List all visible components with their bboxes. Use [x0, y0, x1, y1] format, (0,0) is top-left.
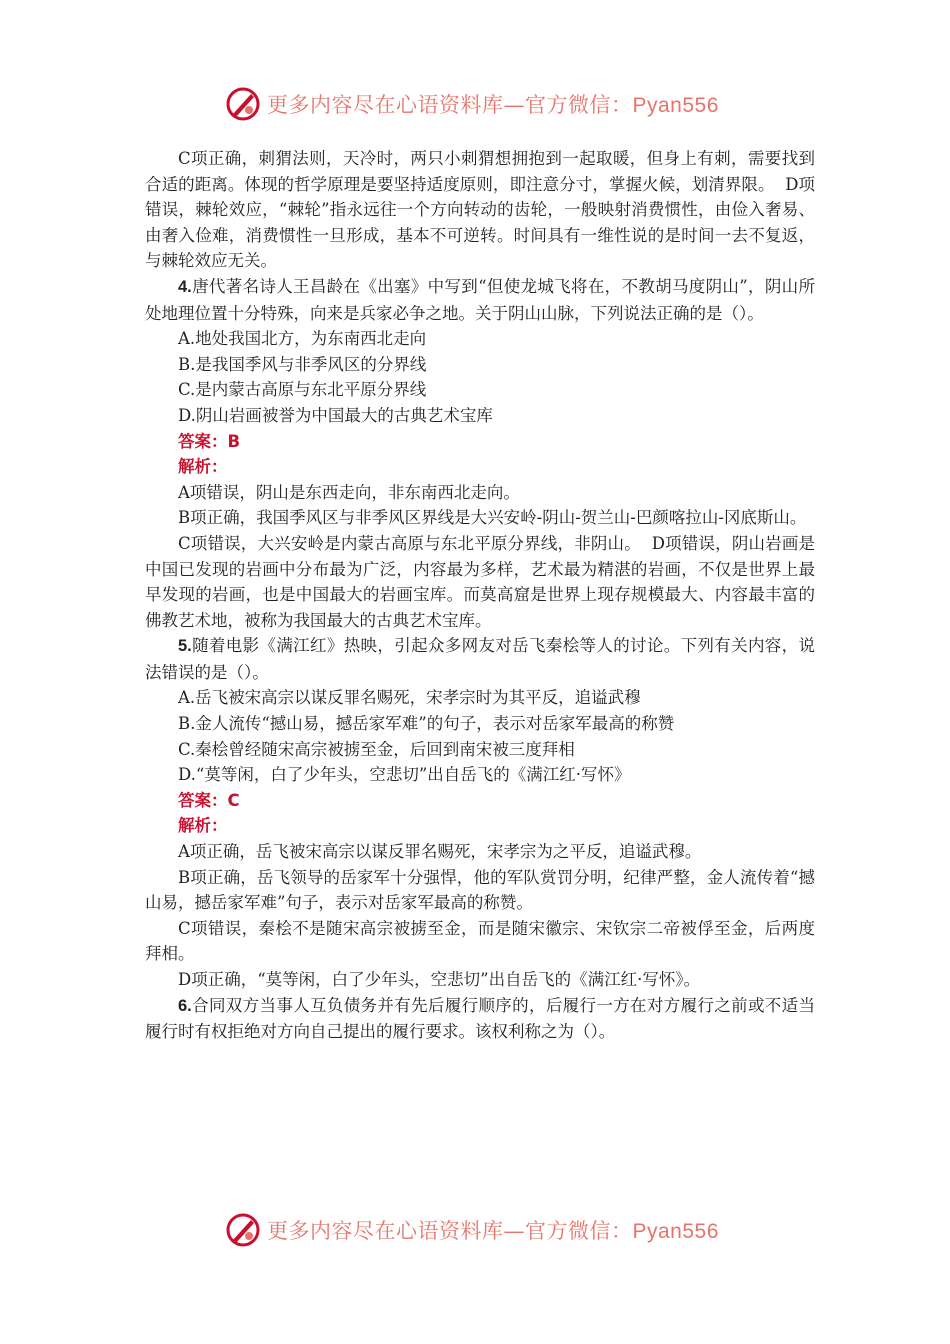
footer-banner: [225, 1210, 725, 1250]
q4-analysis-d: D项错误，阴山岩画是中国已发现的岩画中分布最为广泛，内容最为多样，艺术最为精湛的岩画，不仅是世界上最早发现的岩画，也是中国最大的岩画宝库。而莫高窟是世界上现存规模最大、内容最丰富的佛教艺术地，被称为我国最大的古典艺术宝库。: [145, 533, 816, 630]
q5-option-d: D.“莫等闲，白了少年头，空悲切”出自岳飞的《满江红·写怀》: [178, 765, 631, 785]
q4-analysis-c: C项错误，大兴安岭是内蒙古高原与东北平原分界线，非阴山。: [178, 533, 641, 553]
banner-text: [267, 89, 719, 119]
q5-answer: 答案：C: [178, 790, 240, 810]
question-4-stem: [145, 274, 815, 326]
question-number: 4.: [178, 277, 192, 296]
q5-option-b: B.金人流传“撼山易，撼岳家军难”的句子，表示对岳家军最高的称赞: [178, 714, 675, 734]
wechat-id: Pyan556: [632, 94, 719, 117]
q5-option-c: C.秦桧曾经随宋高宗被掳至金，后回到南宋被三度拜相: [178, 739, 575, 759]
q4-answer: 答案：B: [178, 431, 241, 451]
q4-option-a: A.地处我国北方，为东南西北走向: [178, 329, 427, 349]
pen-logo-icon: [225, 1212, 261, 1248]
q3-analysis-c-d: [145, 146, 815, 274]
q4-analysis-b: B项正确，我国季风区与非季风区界线是大兴安岭-阴山-贺兰山-巴颜喀拉山-冈底斯山。: [178, 508, 807, 528]
question-number: 5.: [178, 637, 192, 656]
q3-analysis-c: C项正确，刺猬法则，天冷时，两只小刺猬想拥抱到一起取暖，但身上有刺，需要找到合适的距离。体现的哲学原理是要坚持适度原则，即注意分寸，掌握火候，划清界限。: [145, 149, 815, 194]
q4-option-d: D.阴山岩画被誉为中国最大的古典艺术宝库: [178, 405, 493, 425]
q5-analysis-c: C项错误，秦桧不是随宋高宗被掳至金，而是随宋徽宗、宋钦宗二帝被俘至金，后两度拜相。: [145, 918, 815, 964]
document-body: [145, 146, 815, 1045]
header-banner: [225, 84, 725, 124]
banner-cn: 更多内容尽在心语资料库—官方微信：: [267, 1219, 633, 1243]
q4-analysis-label: 解析：: [178, 457, 228, 477]
q4-analysis-a: A项错误，阴山是东西走向，非东南西北走向。: [178, 482, 520, 502]
question-text: 随着电影《满江红》热映，引起众多网友对岳飞秦桧等人的讨论。下列有关内容，说法错误的是（）。: [145, 636, 815, 682]
question-text: 合同双方当事人互负债务并有先后履行顺序的，后履行一方在对方履行之前或不适当履行时有权拒绝对方向自己提出的履行要求。该权利称之为（）。: [145, 995, 815, 1042]
q3-analysis-d: D项错误，棘轮效应，“棘轮”指永远往一个方向转动的齿轮，一般映射消费惯性，由俭入奢易、由奢入俭难，消费惯性一旦形成，基本不可逆转。时间具有一维性说的是时间一去不复返，与棘轮效应无关。: [145, 174, 815, 271]
q5-analysis-d: D项正确，“莫等闲，白了少年头，空悲切”出自岳飞的《满江红·写怀》。: [178, 970, 701, 989]
question-text: 唐代著名诗人王昌龄在《出塞》中写到“但使龙城飞将在，不教胡马度阴山”，阴山所处地理位置十分特殊，向来是兵家必争之地。关于阴山山脉，下列说法正确的是（）。: [145, 276, 815, 323]
q4-analysis-c-d: [145, 531, 815, 633]
wechat-id: Pyan556: [632, 1220, 719, 1243]
pen-logo-icon: [225, 86, 261, 122]
q4-option-b: B.是我国季风与非季风区的分界线: [178, 354, 427, 374]
question-5-stem: [145, 633, 815, 685]
banner-text: [267, 1215, 719, 1245]
q5-analysis-label: 解析：: [178, 816, 228, 836]
banner-cn: 更多内容尽在心语资料库—官方微信：: [267, 93, 633, 117]
q4-option-c: C.是内蒙古高原与东北平原分界线: [178, 380, 427, 400]
q5-option-a: A.岳飞被宋高宗以谋反罪名赐死，宋孝宗时为其平反，追谥武穆: [178, 688, 641, 708]
question-number: 6.: [178, 996, 192, 1015]
q5-analysis-a: A项正确，岳飞被宋高宗以谋反罪名赐死，宋孝宗为之平反，追谥武穆。: [178, 842, 702, 862]
q5-analysis-b: B项正确，岳飞领导的岳家军十分强悍，他的军队赏罚分明，纪律严整，金人流传着“撼山易，撼岳家军难”句子，表示对岳家军最高的称赞。: [145, 867, 815, 913]
question-6-stem: [145, 993, 815, 1045]
